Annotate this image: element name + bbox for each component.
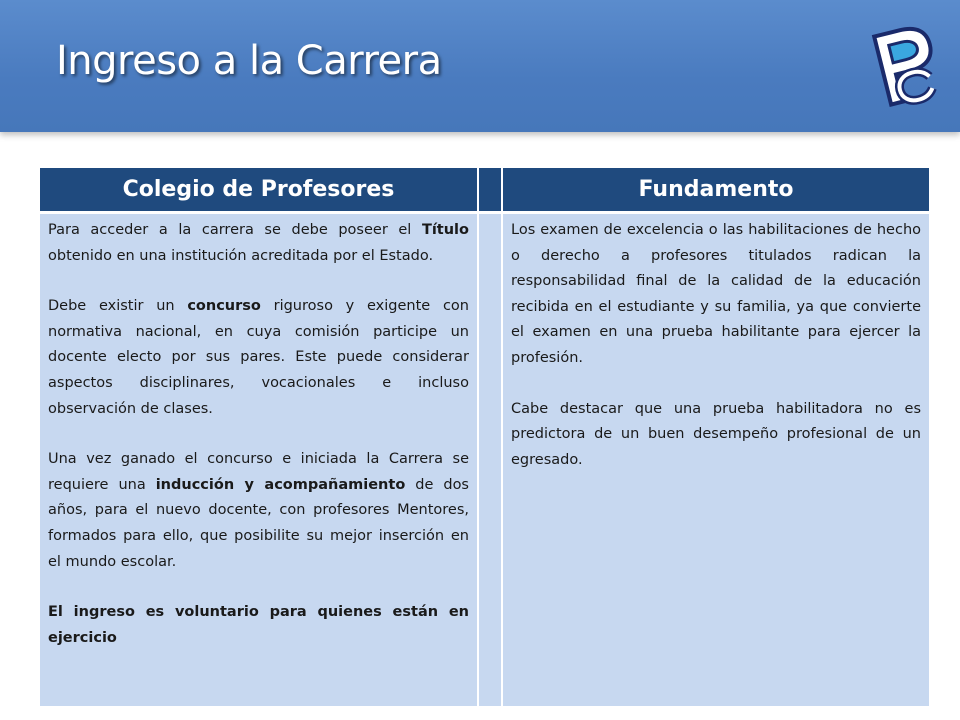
right-paragraph-1: Los examen de excelencia o las habilitaciones de hecho o derecho a profesores titulados radican la responsabilidad final de la calidad de la educación recibida en el estudiante y su familia, ya que convierte el examen en una prueba habilitante para ejercer la profesión. [511,222,921,366]
text-run: Una vez ganado el concurso e iniciada la Carrera se requiere una [48,451,469,493]
column-header-spacer [479,168,501,211]
emphasis-voluntario: El ingreso es voluntario para quienes están en ejercicio [48,604,469,646]
text-run: riguroso y exigente con normativa nacional, en cuya comisión participe un docente electo por sus pares. Este puede considerar aspectos disciplinares, vocacionales e incluso observación de clases. [48,298,469,417]
institution-logo-icon [868,22,942,108]
column-header-fundamento: Fundamento [503,168,929,211]
title-banner [0,0,960,132]
comparison-table [40,168,929,706]
text-run: Para acceder a la carrera se debe poseer el [48,222,422,238]
left-paragraph-1 [48,218,469,269]
right-paragraph-2: Cabe destacar que una prueba habilitadora no es predictora de un buen desempeño profesional de un egresado. [511,400,921,468]
column-header-colegio: Colegio de Profesores [40,168,477,211]
text-run: obtenido en una institución acreditada por el Estado. [48,247,434,264]
right-column-cell [503,214,929,706]
text-run: de dos años, para el nuevo docente, con profesores Mentores, formados para ello, que posibilite su mejor inserción en el mundo escolar. [48,476,469,570]
slide-title: Ingreso a la Carrera [56,38,442,84]
emphasis-concurso: concurso [187,298,261,315]
left-paragraph-3 [48,447,469,575]
left-paragraph-4 [48,600,469,651]
text-run: Debe existir un [48,298,188,315]
left-paragraph-2 [48,294,469,422]
left-column-cell [40,214,477,706]
emphasis-titulo: Título [421,222,469,238]
emphasis-induccion: inducción y acompañamiento [155,476,406,493]
column-spacer [479,214,501,706]
